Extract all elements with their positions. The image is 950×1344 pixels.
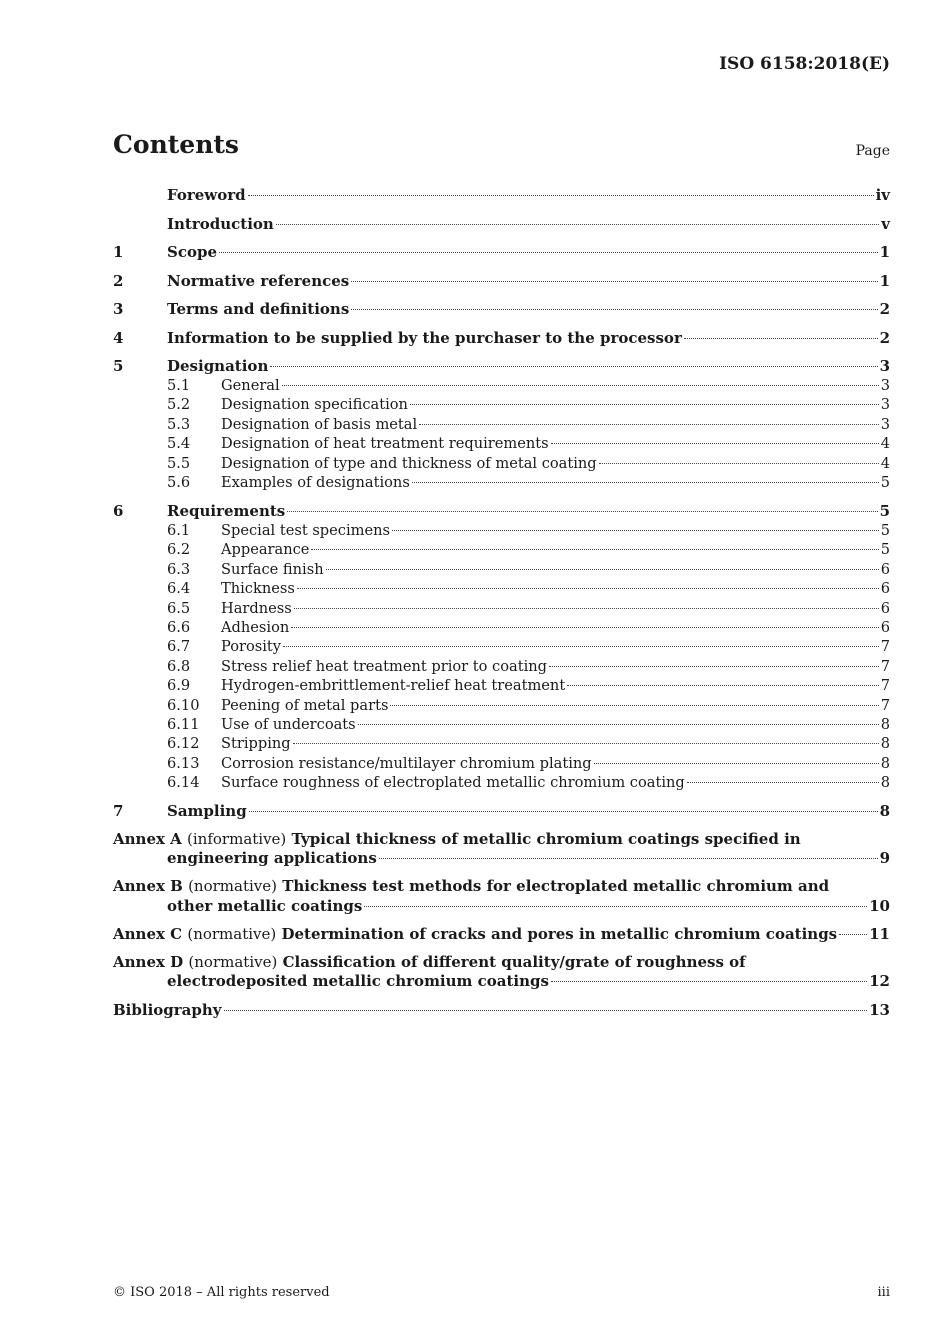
page-ref: 2 (879, 300, 890, 318)
page-ref: 7 (880, 677, 890, 695)
section-number: 5 (113, 357, 124, 375)
annex-type: (normative) (187, 924, 277, 943)
toc-entry[interactable] (113, 801, 890, 821)
toc-entry[interactable] (113, 501, 890, 521)
page-ref: 6 (880, 599, 890, 617)
subsection-number: 6.12 (167, 735, 200, 753)
annex-type: (normative) (188, 877, 277, 896)
dot-leader (412, 482, 879, 483)
dot-leader (326, 569, 879, 570)
dot-leader (419, 424, 879, 425)
subsection-title: Use of undercoats (221, 716, 356, 733)
annex-title-continued: engineering applications (167, 849, 377, 868)
subsection-title: Thickness (221, 580, 295, 598)
subsection-number: 5.3 (167, 415, 191, 433)
section-title: Normative references (167, 271, 350, 290)
dot-leader (270, 366, 877, 367)
subsection-title: Designation of type and thickness of metal coating (221, 454, 597, 472)
subsection-number: 5.2 (167, 396, 191, 414)
subsection-number: 6.7 (167, 638, 191, 656)
page-ref: iv (875, 186, 890, 204)
page-ref: 5 (880, 541, 890, 559)
subsection-number: 5.6 (167, 474, 191, 492)
dot-leader (549, 666, 879, 667)
subsection-title: Stress relief heat treatment prior to coating (221, 657, 547, 675)
page-ref: 2 (879, 328, 890, 347)
section-number: 4 (113, 328, 124, 347)
annex-heading-line (113, 877, 890, 897)
toc-subentry[interactable] (113, 521, 890, 540)
toc-subentry[interactable] (113, 599, 890, 618)
subsection-number: 6.5 (167, 599, 191, 617)
subsection-number: 6.6 (167, 618, 191, 636)
page-ref: 7 (880, 696, 890, 714)
subsection-title: Peening of metal parts (221, 696, 389, 714)
subsection-number: 5.5 (167, 454, 191, 472)
subsection-number: 5.1 (167, 377, 191, 394)
dot-leader (248, 195, 874, 196)
subsection-title: Designation of basis metal (221, 415, 418, 433)
annex-label: Annex D (113, 952, 184, 971)
document-id: ISO 6158:2018(E) (719, 54, 890, 74)
dot-leader (291, 627, 878, 628)
page-ref: 7 (880, 638, 890, 656)
subsection-title: Porosity (221, 638, 282, 656)
toc-subentry[interactable] (113, 560, 890, 579)
page-ref: 3 (880, 396, 890, 414)
dot-leader (364, 906, 867, 907)
subsection-number: 6.8 (167, 657, 191, 675)
section-number: 3 (113, 300, 124, 318)
toc-entry[interactable] (113, 328, 890, 348)
section-title: Requirements (167, 501, 286, 520)
dot-leader (687, 782, 879, 783)
subsection-title: Examples of designations (221, 474, 410, 492)
toc-entry[interactable] (113, 242, 890, 262)
toc-entry[interactable] (113, 271, 890, 291)
subsection-title: Adhesion (221, 618, 290, 636)
toc-annex-entry[interactable] (113, 877, 890, 916)
page-ref: 13 (869, 1001, 890, 1020)
page-ref: 4 (880, 454, 890, 472)
page-title: Contents (113, 130, 240, 159)
subsection-title: Surface finish (221, 560, 324, 578)
dot-leader (287, 511, 877, 512)
subsection-title: Special test specimens (221, 521, 390, 539)
dot-leader (219, 252, 878, 253)
dot-leader (551, 443, 879, 444)
annex-heading-line (113, 925, 890, 945)
subsection-title: Surface roughness of electroplated metallic chromium coating (221, 774, 685, 792)
page-ref: 6 (880, 618, 890, 636)
dot-leader (390, 705, 878, 706)
subsection-title: General (221, 377, 280, 394)
toc-subentry[interactable] (113, 618, 890, 637)
annex-label: Annex A (113, 829, 182, 848)
page-ref: 1 (879, 243, 890, 261)
page-ref: 12 (869, 972, 890, 991)
toc-subentry[interactable] (113, 734, 890, 753)
toc-subentry[interactable] (113, 395, 890, 414)
page-ref: 10 (869, 896, 890, 915)
annex-heading-continuation (113, 972, 890, 992)
page-ref: 4 (880, 435, 890, 453)
dot-leader (599, 463, 879, 464)
dot-leader (567, 685, 879, 686)
page-ref: v (881, 214, 890, 233)
subsection-title: Designation of heat treatment requirements (221, 435, 549, 453)
subsection-number: 6.3 (167, 560, 191, 578)
toc-subentry[interactable] (113, 696, 890, 715)
bibliography-title: Bibliography (113, 1001, 222, 1020)
page-ref: 3 (879, 357, 890, 375)
toc-subentry[interactable] (113, 473, 890, 492)
annex-label: Annex C (113, 924, 183, 943)
page-ref: 7 (880, 657, 890, 675)
section-number: 6 (113, 501, 124, 520)
toc-entry[interactable] (113, 214, 890, 234)
page-ref: 8 (880, 735, 890, 753)
dot-leader (392, 530, 879, 531)
toc-subentry[interactable] (113, 676, 890, 695)
toc-entry[interactable] (113, 356, 890, 376)
annex-title-continued: electrodeposited metallic chromium coatings (167, 972, 549, 991)
section-title: Introduction (167, 214, 274, 233)
page-ref: 8 (880, 754, 890, 772)
toc-subentry[interactable] (113, 754, 890, 773)
subsection-title: Hydrogen-embrittlement-relief heat treatment (221, 677, 566, 695)
dot-leader (594, 763, 879, 764)
annex-heading-text (113, 925, 837, 945)
toc-annex-entry[interactable] (113, 953, 890, 992)
subsection-number: 6.14 (167, 774, 200, 792)
dot-leader (297, 588, 879, 589)
dot-leader (283, 646, 879, 647)
section-title: Foreword (167, 186, 246, 204)
page-ref: 8 (880, 774, 890, 792)
subsection-number: 6.1 (167, 521, 191, 539)
annex-title-continued: other metallic coatings (167, 896, 363, 915)
subsection-title: Appearance (221, 541, 310, 559)
subsection-number: 6.9 (167, 677, 191, 695)
toc-entry[interactable] (113, 185, 890, 205)
toc-subentry[interactable] (113, 454, 890, 473)
page-ref: 3 (880, 377, 890, 394)
subsection-number: 5.4 (167, 435, 191, 453)
page-ref: 11 (869, 924, 890, 943)
toc-subentry[interactable] (113, 540, 890, 559)
subsection-title: Hardness (221, 599, 292, 617)
dot-leader (351, 309, 877, 310)
page-ref: 9 (879, 849, 890, 868)
subsection-number: 6.11 (167, 716, 200, 733)
toc-entry[interactable] (113, 299, 890, 319)
annex-heading-line (113, 953, 890, 973)
dot-leader (839, 934, 867, 935)
page-ref: 6 (880, 580, 890, 598)
page-ref: 6 (880, 560, 890, 578)
copyright-notice: © ISO 2018 – All rights reserved (113, 1285, 330, 1300)
toc-bibliography[interactable] (113, 1000, 890, 1020)
subsection-number: 6.10 (167, 696, 200, 714)
section-title: Sampling (167, 802, 247, 821)
annex-title: Typical thickness of metallic chromium coatings specified in (291, 829, 801, 848)
page-ref: 8 (879, 802, 890, 821)
section-title: Information to be supplied by the purchaser to the processor (167, 328, 682, 347)
section-title: Scope (167, 243, 218, 261)
dot-leader (311, 549, 878, 550)
toc-subentry[interactable] (113, 715, 890, 734)
page-ref: 5 (880, 474, 890, 492)
dot-leader (551, 981, 867, 982)
page-ref: 5 (880, 521, 890, 539)
toc-subentry[interactable] (113, 773, 890, 792)
page-ref: 3 (880, 415, 890, 433)
annex-title: Classification of different quality/grate of roughness of (282, 952, 746, 971)
dot-leader (379, 858, 878, 859)
annex-heading-continuation (113, 849, 890, 869)
annex-heading-line (113, 830, 890, 850)
dot-leader (351, 281, 877, 282)
annex-type: (normative) (188, 952, 278, 971)
subsection-number: 6.4 (167, 580, 191, 598)
dot-leader (224, 1010, 868, 1011)
dot-leader (249, 811, 878, 812)
annex-heading-continuation (113, 897, 890, 917)
subsection-title: Corrosion resistance/multilayer chromium plating (221, 754, 592, 772)
subsection-number: 6.2 (167, 541, 191, 559)
toc-subentry[interactable] (113, 376, 890, 395)
toc-annex-entry[interactable] (113, 925, 890, 945)
subsection-title: Designation specification (221, 396, 408, 414)
toc-subentry[interactable] (113, 415, 890, 434)
section-number: 1 (113, 243, 124, 261)
section-title: Designation (167, 357, 269, 375)
subsection-number: 6.13 (167, 754, 200, 772)
page-ref: 1 (879, 271, 890, 290)
toc-subentry[interactable] (113, 637, 890, 656)
page-number: iii (877, 1285, 890, 1300)
table-of-contents (113, 185, 890, 1020)
annex-title: Thickness test methods for electroplated metallic chromium and (282, 877, 830, 896)
dot-leader (410, 404, 879, 405)
page-column-label: Page (855, 143, 890, 159)
section-number: 2 (113, 271, 124, 290)
annex-title: Determination of cracks and pores in metallic chromium coatings (281, 924, 838, 943)
page-ref: 8 (880, 716, 890, 733)
dot-leader (294, 608, 879, 609)
section-title: Terms and definitions (167, 300, 350, 318)
dot-leader (276, 224, 879, 225)
subsection-title: Stripping (221, 735, 291, 753)
toc-subentry[interactable] (113, 657, 890, 676)
dot-leader (282, 385, 879, 386)
toc-annex-entry[interactable] (113, 830, 890, 869)
annex-type: (informative) (187, 829, 287, 848)
dot-leader (358, 724, 879, 725)
section-number: 7 (113, 802, 124, 821)
annex-label: Annex B (113, 877, 183, 896)
toc-subentry[interactable] (113, 579, 890, 598)
dot-leader (293, 743, 879, 744)
dot-leader (684, 338, 878, 339)
page-ref: 5 (879, 501, 890, 520)
toc-subentry[interactable] (113, 434, 890, 453)
